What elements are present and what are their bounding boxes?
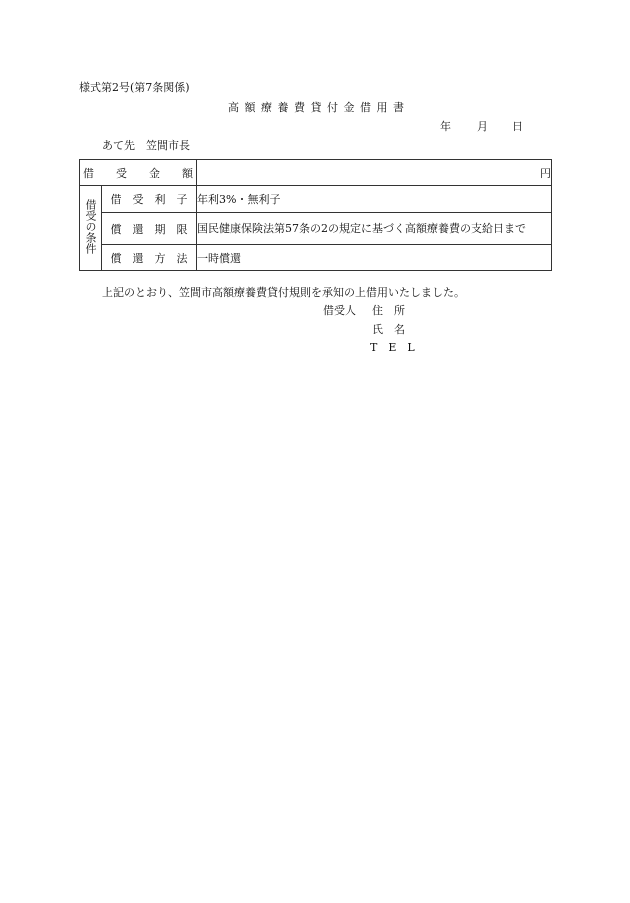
amount-label: 借 受 金 額 xyxy=(80,160,197,186)
document-title: 高 額 療 養 費 貸 付 金 借 用 書 xyxy=(228,101,405,114)
period-row xyxy=(80,213,552,245)
conditions-label: 借受の条件 xyxy=(84,199,97,254)
conditions-label-cell xyxy=(80,186,102,271)
form-number: 様式第2号(第7条関係) xyxy=(79,81,190,94)
period-value: 国民健康保険法第57条の2の規定に基づく高額療養費の支給日まで xyxy=(197,213,552,245)
statement: 上記のとおり、笠間市高額療養費貸付規則を承知の上借用いたしました。 xyxy=(102,286,465,299)
borrower-tel-label: T E L xyxy=(370,341,415,354)
borrower-address-label: 住 所 xyxy=(372,304,405,317)
date-day: 日 xyxy=(512,120,523,133)
amount-row xyxy=(80,160,552,186)
date-month: 月 xyxy=(477,120,488,133)
interest-row xyxy=(80,186,552,213)
method-label: 償 還 方 法 xyxy=(102,245,197,271)
method-value: 一時償還 xyxy=(197,245,552,271)
amount-unit: 円 xyxy=(197,160,552,186)
borrower-role: 借受人 xyxy=(323,304,356,317)
date-year: 年 xyxy=(440,120,451,133)
interest-value: 年利3%・無利子 xyxy=(197,186,552,213)
borrower-name-label: 氏 名 xyxy=(372,323,405,336)
method-row xyxy=(80,245,552,271)
period-label: 償 還 期 限 xyxy=(102,213,197,245)
interest-label: 借 受 利 子 xyxy=(102,186,197,213)
loan-table xyxy=(79,159,552,271)
addressee: あて先 笠間市長 xyxy=(102,139,190,152)
